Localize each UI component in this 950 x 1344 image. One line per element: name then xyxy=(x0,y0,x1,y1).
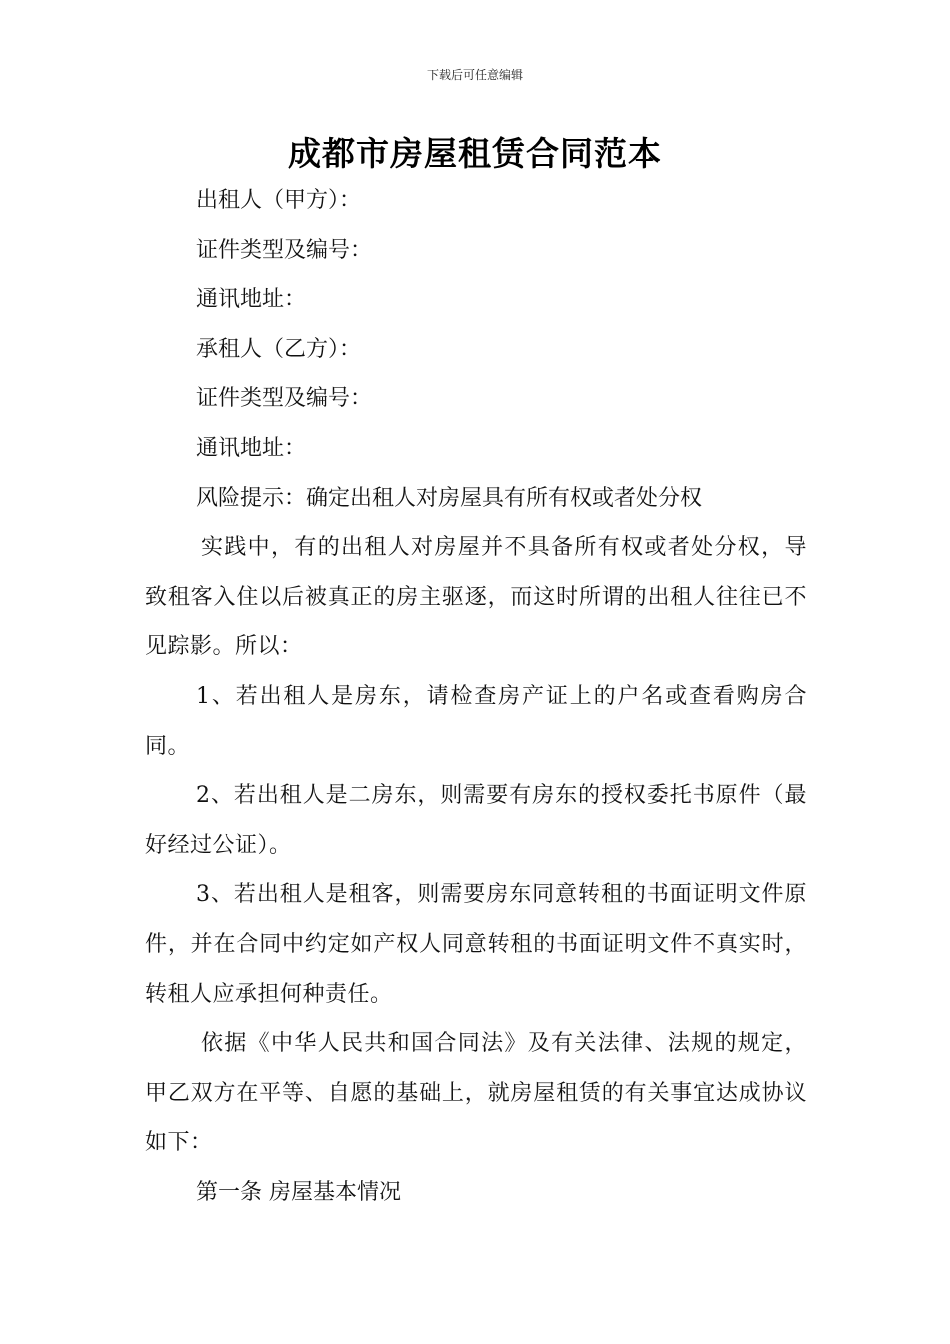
lessee-id-field: 证件类型及编号： xyxy=(196,386,373,412)
lessor-id-field: 证件类型及编号： xyxy=(196,237,373,263)
lessee-address-field: 通讯地址： xyxy=(196,435,307,461)
header-note: 下载后可任意编辑 xyxy=(426,68,523,82)
risk-item-1: 1、若出租人是房东，请检查房产证上的户名或查看购房合同。 xyxy=(145,683,807,759)
document-title: 成都市房屋租赁合同范本 xyxy=(288,134,662,173)
lessee-field: 承租人（乙方）： xyxy=(196,336,362,362)
lessor-address-field: 通讯地址： xyxy=(196,287,307,313)
legal-basis-paragraph: 依据《中华人民共和国合同法》及有关法律、法规的规定，甲乙双方在平等、自愿的基础上，就房屋租赁的有关事宜达成协议如下： xyxy=(145,1031,807,1156)
risk-item-3: 3、若出租人是租客，则需要房东同意转租的书面证明文件原件，并在合同中约定如产权人同意转租的书面证明文件不真实时，转租人应承担何种责任。 xyxy=(145,882,807,1007)
lessor-field: 出租人（甲方）： xyxy=(196,188,362,213)
article-1-heading: 第一条 房屋基本情况 xyxy=(196,1179,401,1205)
risk-intro-paragraph: 实践中，有的出租人对房屋并不具备所有权或者处分权，导致租客入住以后被真正的房主驱逐，而这时所谓的出租人往往已不见踪影。所以： xyxy=(145,535,807,660)
risk-item-2: 2、若出租人是二房东，则需要有房东的授权委托书原件（最好经过公证）。 xyxy=(145,783,807,858)
risk-heading: 风险提示：确定出租人对房屋具有所有权或者处分权 xyxy=(196,485,703,511)
document-body xyxy=(145,176,807,1217)
